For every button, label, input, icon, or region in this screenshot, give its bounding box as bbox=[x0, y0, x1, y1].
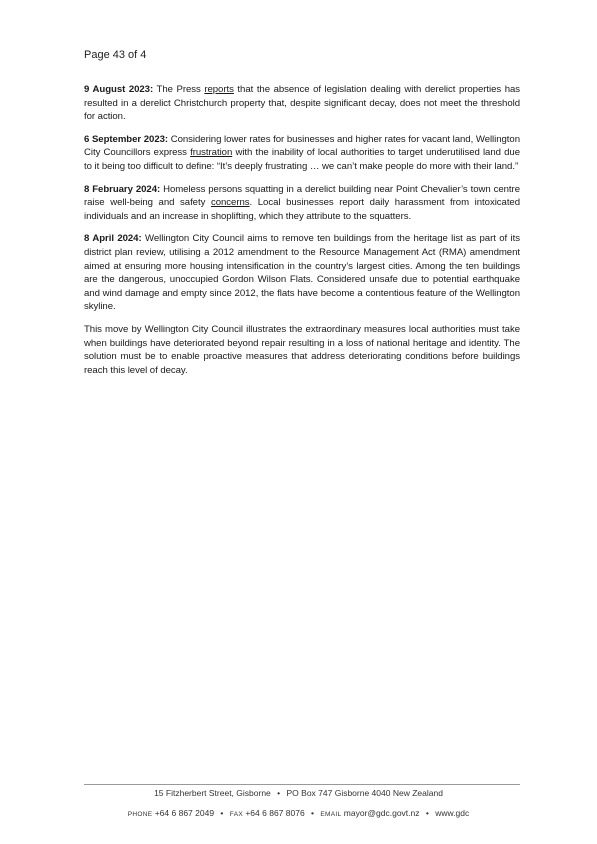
entry-date: 8 April 2024: bbox=[84, 233, 142, 245]
email-label: EMAIL bbox=[320, 811, 342, 818]
entry-text: with the inability of local authorities to target underutilised land due to it being too difficult to define: “It’s deeply frustrating … we can’t make people do more with their land.” bbox=[84, 147, 520, 172]
phone-label: PHONE bbox=[127, 811, 153, 818]
concerns-link[interactable]: concerns bbox=[210, 197, 250, 209]
entry-text: Homeless persons squatting in a derelict building near Point Chevalier’s town centre raise well-being and safety bbox=[84, 183, 520, 209]
frustration-link[interactable]: frustration bbox=[190, 147, 233, 159]
timeline-entry bbox=[84, 133, 520, 174]
page-number: Page 43 of 4 bbox=[84, 49, 147, 61]
footer-address bbox=[0, 788, 597, 798]
timeline-entry bbox=[84, 83, 520, 124]
fax-number: +64 6 867 8076 bbox=[245, 808, 305, 818]
closing-paragraph: This move by Wellington City Council illustrates the extraordinary measures local authorities must take when buildings have deteriorated beyond repair resulting in a loss of national heritage and identity. The solution must be to enable proactive measures that address deteriorating conditions before buildings reach this level of decay. bbox=[84, 323, 520, 376]
reports-link[interactable]: reports bbox=[204, 84, 234, 95]
website-link[interactable]: www.gdc bbox=[435, 808, 470, 818]
entry-text: The Press bbox=[153, 84, 205, 95]
footer-separator: • bbox=[311, 808, 315, 818]
entry-date: 6 September 2023: bbox=[84, 133, 169, 145]
timeline-entry bbox=[84, 183, 520, 224]
fax-label: FAX bbox=[229, 811, 243, 818]
footer-po-box: PO Box 747 Gisborne 4040 New Zealand bbox=[286, 788, 443, 798]
phone-number: +64 6 867 2049 bbox=[154, 808, 215, 818]
entry-text: that the absence of legislation dealing with derelict properties has resulted in a derelict Christchurch property that, despite significant decay, does not meet the threshold for action. bbox=[84, 84, 521, 123]
footer-separator: • bbox=[277, 788, 281, 798]
document-body bbox=[84, 83, 520, 386]
footer-street: 15 Fitzherbert Street, Gisborne bbox=[154, 788, 271, 798]
footer-contact bbox=[0, 808, 597, 818]
email-address[interactable]: mayor@gdc.govt.nz bbox=[343, 808, 420, 818]
footer-separator: • bbox=[220, 808, 224, 818]
entry-text: . Local businesses report daily harassment from intoxicated individuals and an increase in shoplifting, which they attribute to the squatters. bbox=[84, 197, 520, 222]
timeline-entry bbox=[84, 232, 520, 314]
entry-date: 9 August 2023: bbox=[84, 84, 154, 95]
entry-text: Considering lower rates for businesses and higher rates for vacant land, Wellington City Councillors express bbox=[84, 133, 520, 159]
footer-separator: • bbox=[425, 808, 429, 818]
entry-text: Wellington City Council aims to remove ten buildings from the heritage list as part of its district plan review, utilising a 2012 amendment to the Resource Management Act (RMA) amendment aimed at ensuring more housing intensification in the country’s largest cities. Among the ten buildings are the dangerous, unoccupied Gordon Wilson Flats. Considered unsafe due to potential earthquake and wind damage and empty since 2012, the flats have become a contentious feature of the Wellington skyline. bbox=[84, 233, 520, 313]
entry-date: 8 February 2024: bbox=[84, 183, 161, 195]
footer-divider bbox=[84, 784, 520, 785]
